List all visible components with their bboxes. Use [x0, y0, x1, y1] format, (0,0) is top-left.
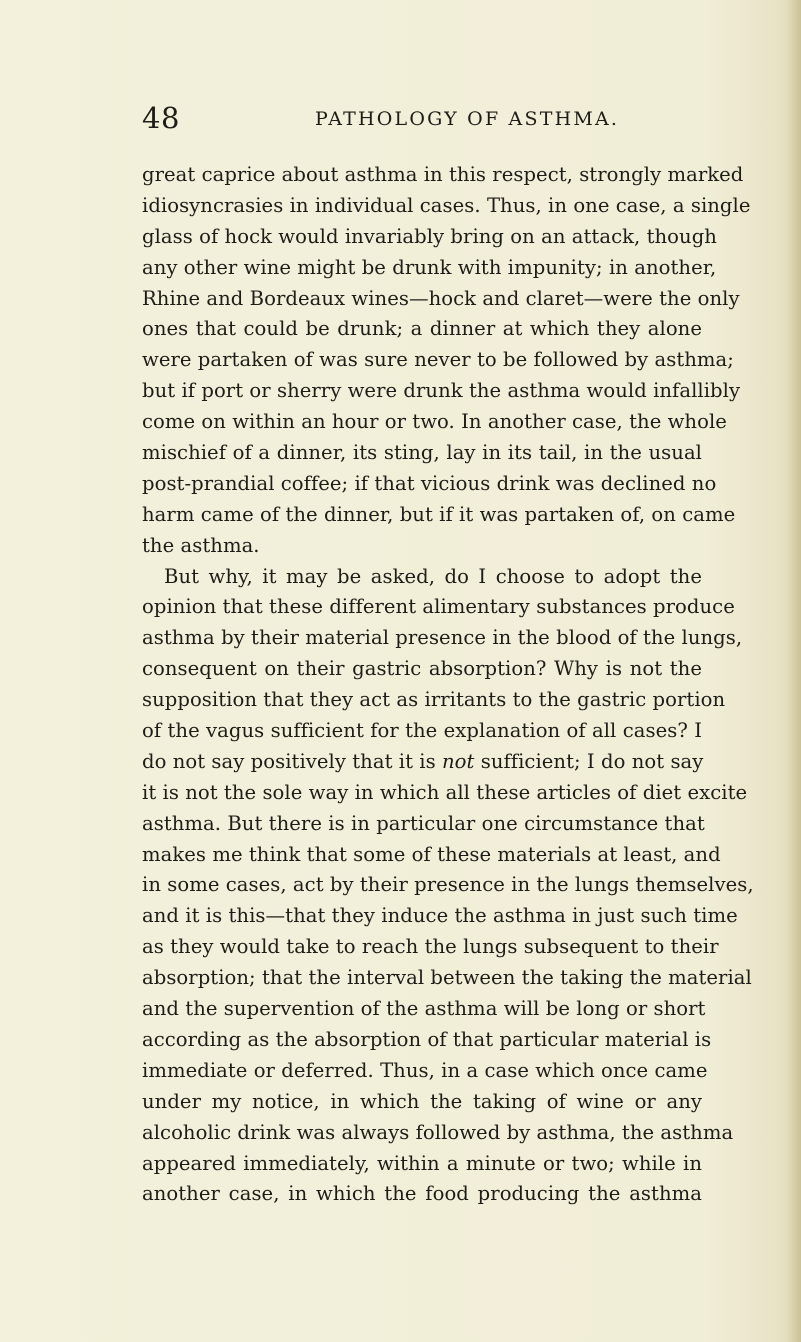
- body-text: [142, 160, 754, 1210]
- text-line: post-prandial coffee; if that vicious drink was declined no: [142, 471, 717, 495]
- text-line: immediate or deferred. Thus, in a case which once came: [142, 1058, 708, 1082]
- text-line: absorption; that the interval between the taking the material: [142, 966, 752, 990]
- text-line: alcoholic drink was always followed by asthma, the asthma: [142, 1120, 734, 1144]
- text-line: glass of hock would invariably bring on an attack, though: [142, 224, 717, 248]
- text-line: in some cases, act by their presence in the lungs themselves,: [142, 873, 754, 897]
- text-line: but if port or sherry were drunk the asthma would infallibly: [142, 379, 741, 403]
- text-line: Rhine and Bordeaux wines—hock and claret—were the only: [142, 286, 740, 310]
- page-number: 48: [142, 101, 180, 135]
- text-line: as they would take to reach the lungs subsequent to their: [142, 935, 719, 959]
- text-line: great caprice about asthma in this respect, strongly marked: [142, 163, 744, 186]
- text-line: appeared immediately, within a minute or two; while in: [142, 1151, 702, 1175]
- page-edge-shadow: [787, 0, 801, 1342]
- running-head: PATHOLOGY OF ASTHMA.: [315, 108, 620, 130]
- text-segment: do not say positively that it is: [142, 749, 442, 773]
- text-line: it is not the sole way in which all these articles of diet excite: [142, 780, 748, 804]
- text-line: under my notice, in which the taking of wine or any: [142, 1089, 702, 1113]
- text-line: another case, in which the food producing the asthma: [142, 1182, 702, 1206]
- text-line: according as the absorption of that particular material is: [142, 1027, 712, 1051]
- text-line: of the vagus sufficient for the explanation of all cases? I: [142, 719, 702, 743]
- text-line: were partaken of was sure never to be followed by asthma;: [142, 348, 734, 372]
- text-line: ones that could be drunk; a dinner at which they alone: [142, 317, 702, 341]
- text-line: come on within an hour or two. In another case, the whole: [142, 410, 727, 434]
- text-line: any other wine might be drunk with impunity; in another,: [142, 255, 717, 279]
- text-line: and it is this—that they induce the asthma in just such time: [142, 904, 738, 928]
- text-line-paragraph-start: But why, it may be asked, do I choose to adopt the: [164, 564, 702, 588]
- text-line: makes me think that some of these materials at least, and: [142, 842, 721, 866]
- text-line: idiosyncrasies in individual cases. Thus, in one case, a single: [142, 193, 751, 217]
- text-line: and the supervention of the asthma will be long or short: [142, 997, 706, 1021]
- text-line: supposition that they act as irritants to the gastric portion: [142, 688, 726, 712]
- text-line: asthma. But there is in particular one circumstance that: [142, 811, 705, 835]
- text-line-with-italic: [142, 747, 702, 778]
- text-line: asthma by their material presence in the blood of the lungs,: [142, 626, 743, 650]
- text-line: harm came of the dinner, but if it was partaken of, on came: [142, 502, 736, 526]
- text-line: consequent on their gastric absorption? Why is not the: [142, 657, 702, 681]
- text-segment: sufficient; I do not say: [474, 749, 704, 773]
- italic-emphasis: not: [442, 749, 475, 773]
- text-line-paragraph-end: the asthma.: [142, 533, 260, 557]
- text-line: opinion that these different alimentary substances produce: [142, 595, 735, 619]
- page-header: [142, 98, 702, 138]
- text-line: mischief of a dinner, its sting, lay in its tail, in the usual: [142, 441, 702, 465]
